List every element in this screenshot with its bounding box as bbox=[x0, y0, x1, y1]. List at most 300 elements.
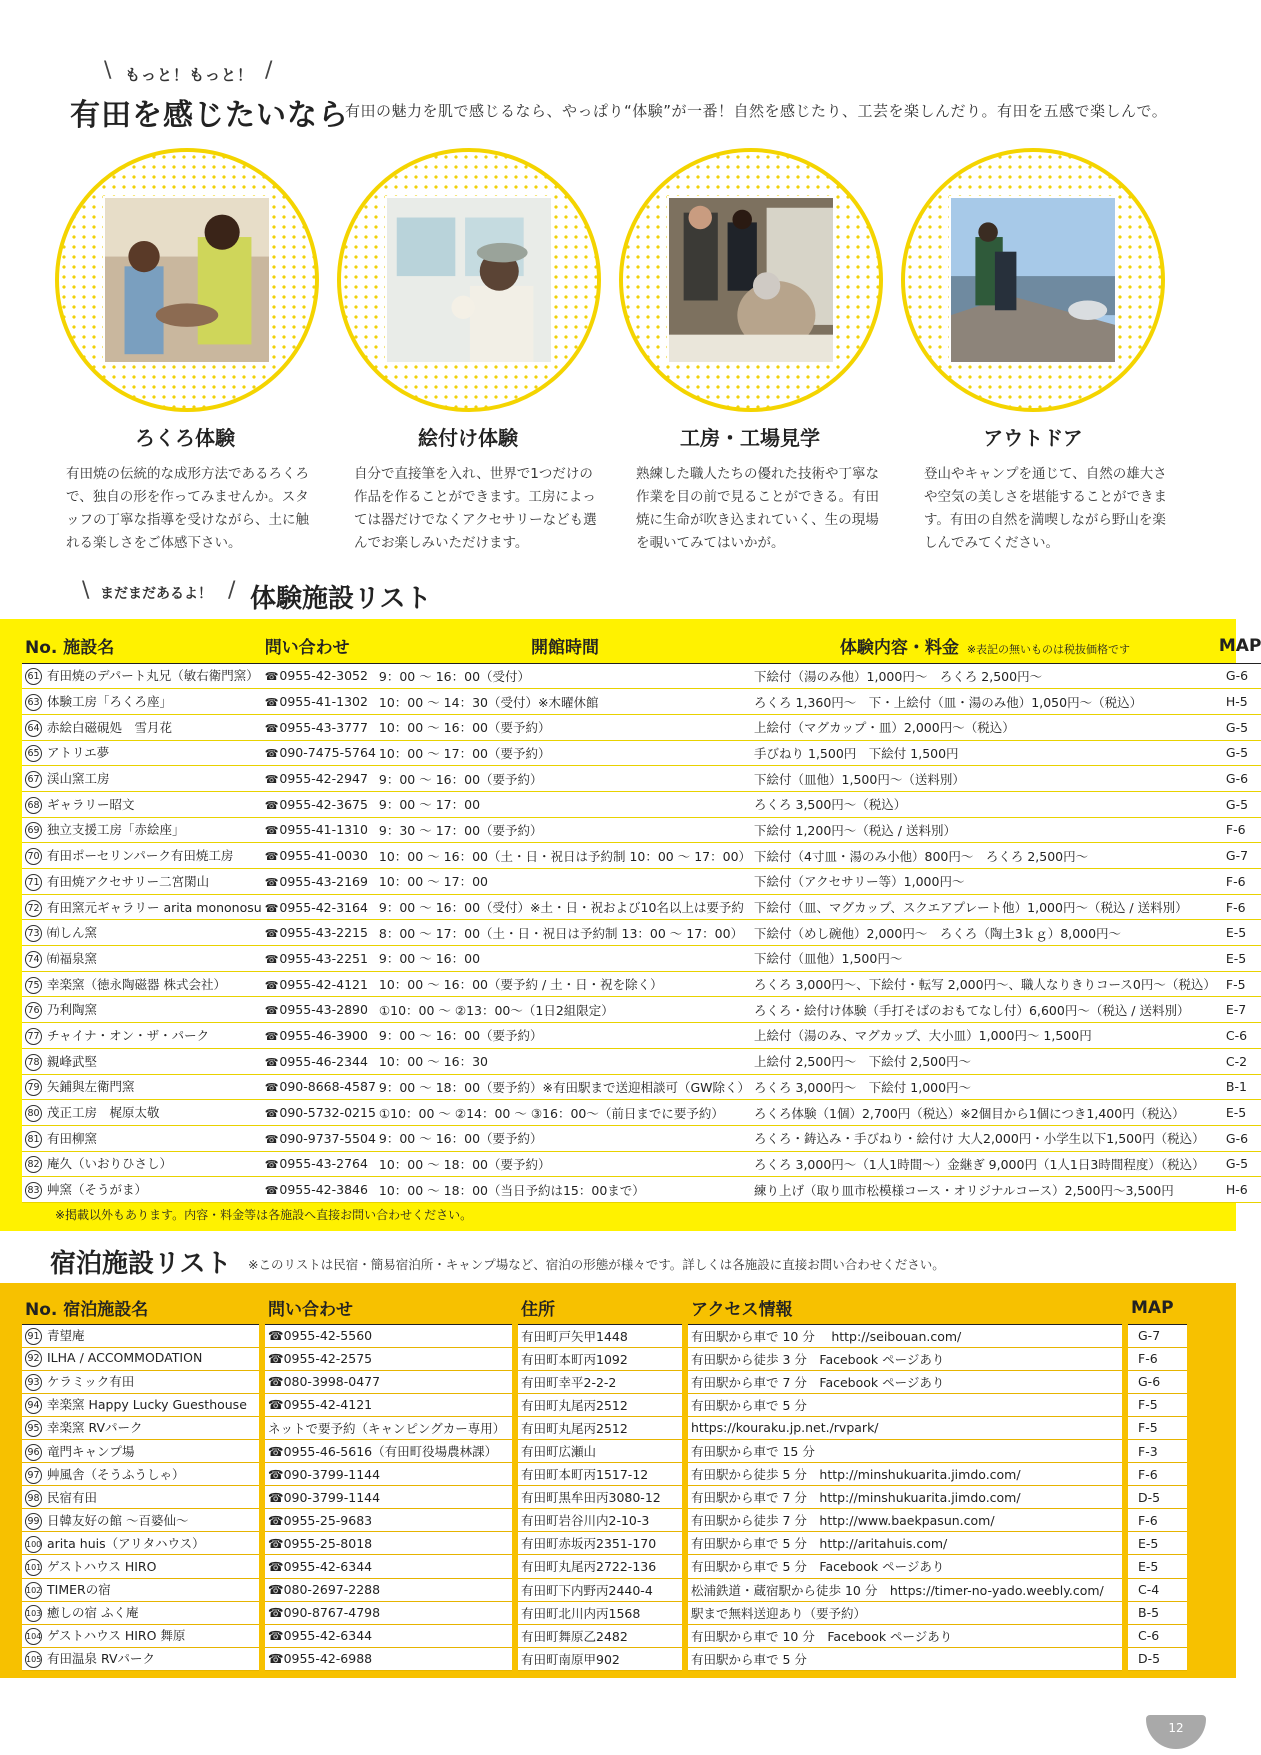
slash-right: / bbox=[265, 58, 273, 83]
facility-name-cell bbox=[22, 1048, 262, 1074]
phone-icon: ☎ bbox=[264, 696, 279, 710]
phone-icon: ☎ bbox=[264, 1158, 279, 1172]
lodging-name: ゲストハウス HIRO 舞原 bbox=[47, 1628, 186, 1644]
lodging-map-cell: E-5 bbox=[1128, 1555, 1187, 1578]
feature-desc-outdoor: 登山やキャンプを通じて、自然の雄大さや空気の美しさを堪能することができます。有田の自然を満喫しながら野山を楽しんでみてください。 bbox=[924, 466, 1167, 551]
row-number: 63 bbox=[25, 694, 42, 711]
content-cell: 下絵付 1,200円～（税込 / 送料別） bbox=[751, 817, 1216, 843]
facility-name: 茂正工房 梶原太敬 bbox=[47, 1105, 160, 1121]
map-cell: G-5 bbox=[1216, 740, 1261, 766]
lodging-map-cell: F-3 bbox=[1128, 1439, 1187, 1462]
tel-cell bbox=[262, 946, 376, 972]
feature-desc-etsuke: 自分で直接筆を入れ、世界で1つだけの作品を作ることができます。工房によっては器だけでなくアクセサリーなども選んでお楽しみいただけます。 bbox=[354, 466, 597, 551]
lodging-name-cell bbox=[22, 1370, 259, 1393]
content-cell: ろくろ 3,000円～、下絵付・転写 2,000円～、職人なりきりコース0円～（税込） bbox=[751, 971, 1216, 997]
col-map: MAP bbox=[1216, 629, 1261, 663]
lodging-row bbox=[22, 1463, 1187, 1486]
hours-cell: 10：00 ～ 17：00（要予約） bbox=[376, 740, 751, 766]
lodging-row bbox=[22, 1324, 1187, 1347]
lodging-map-cell: D-5 bbox=[1128, 1647, 1187, 1670]
phone-icon: ☎ bbox=[264, 952, 279, 966]
row-number: 75 bbox=[25, 977, 42, 994]
facility-name: 独立支援工房「赤絵座」 bbox=[47, 822, 185, 838]
facility-name-cell bbox=[22, 1100, 262, 1126]
tel-number: 0955-43-2169 bbox=[279, 873, 368, 889]
experience-row bbox=[22, 1023, 1261, 1049]
experience-row bbox=[22, 971, 1261, 997]
map-cell: H-5 bbox=[1216, 689, 1261, 715]
row-number: 70 bbox=[25, 848, 42, 865]
experience-row bbox=[22, 817, 1261, 843]
experience-row bbox=[22, 997, 1261, 1023]
facility-name-cell bbox=[22, 689, 262, 715]
content-cell: ろくろ・絵付け体験（手打そばのおもてなし付）6,600円～（税込 / 送料別） bbox=[751, 997, 1216, 1023]
content-cell: 手びねり 1,500円 下絵付 1,500円 bbox=[751, 740, 1216, 766]
lodging-name-cell bbox=[22, 1578, 259, 1601]
tel-number: 0955-43-3777 bbox=[279, 719, 368, 735]
row-number: 95 bbox=[25, 1420, 42, 1437]
row-number: 92 bbox=[25, 1350, 42, 1367]
facility-name: 矢鋪與左衛門窯 bbox=[47, 1079, 135, 1095]
tel-cell bbox=[262, 920, 376, 946]
lodging-address-cell: 有田町戸矢甲1448 bbox=[518, 1324, 682, 1347]
tel-number: 0955-41-1302 bbox=[279, 694, 368, 710]
tel-number: 0955-42-3164 bbox=[279, 899, 368, 915]
lodging-row bbox=[22, 1601, 1187, 1624]
lodging-name-cell bbox=[22, 1393, 259, 1416]
header-tag: もっと！もっと！ bbox=[125, 66, 254, 84]
tel-number: 0955-41-1310 bbox=[279, 822, 368, 838]
facility-name-cell bbox=[22, 1023, 262, 1049]
facility-name: アトリエ夢 bbox=[47, 745, 110, 761]
facility-name: 有田窯元ギャラリー arita mononosu bbox=[47, 899, 262, 915]
row-number: 97 bbox=[25, 1467, 42, 1484]
feature-circle-rokuro bbox=[55, 148, 319, 412]
content-cell: 上絵付（湯のみ、マグカップ、大小皿）1,000円～ 1,500円 bbox=[751, 1023, 1216, 1049]
tel-cell bbox=[262, 1177, 376, 1203]
lodging-address-cell: 有田町赤坂丙2351-170 bbox=[518, 1532, 682, 1555]
lodging-row bbox=[22, 1578, 1187, 1601]
experience-row bbox=[22, 946, 1261, 972]
facility-name-cell bbox=[22, 1125, 262, 1151]
lodging-col-access: アクセス情報 bbox=[688, 1292, 1122, 1324]
tel-cell bbox=[262, 894, 376, 920]
tel-number: 0955-46-2344 bbox=[279, 1053, 368, 1069]
content-cell: 下絵付（皿他）1,500円～（送料別） bbox=[751, 766, 1216, 792]
tel-number: 090-7475-5764 bbox=[279, 745, 376, 761]
lodging-row bbox=[22, 1647, 1187, 1670]
map-cell: E-5 bbox=[1216, 920, 1261, 946]
lodging-address-cell: 有田町舞原乙2482 bbox=[518, 1624, 682, 1647]
row-number: 93 bbox=[25, 1374, 42, 1391]
row-number: 68 bbox=[25, 797, 42, 814]
facility-name-cell bbox=[22, 791, 262, 817]
map-cell: G-6 bbox=[1216, 663, 1261, 689]
facility-name: 体験工房「ろくろ座」 bbox=[47, 694, 173, 710]
facility-name: チャイナ・オン・ザ・パーク bbox=[47, 1027, 210, 1043]
lodging-map-cell: C-6 bbox=[1128, 1624, 1187, 1647]
lodging-address-cell: 有田町下内野丙2440-4 bbox=[518, 1578, 682, 1601]
tel-number: 0955-43-2764 bbox=[279, 1156, 368, 1172]
lodging-name-cell bbox=[22, 1601, 259, 1624]
lodging-col-tel: 問い合わせ bbox=[265, 1292, 512, 1324]
row-number: 65 bbox=[25, 745, 42, 762]
lodging-name-cell bbox=[22, 1555, 259, 1578]
lodging-name: 幸楽窯 Happy Lucky Guesthouse bbox=[47, 1397, 247, 1413]
tel-number: 090-8668-4587 bbox=[279, 1079, 376, 1095]
tel-number: 0955-42-3052 bbox=[279, 668, 368, 684]
lodging-tel-cell: ☎0955-42-2575 bbox=[265, 1347, 512, 1370]
experience-row bbox=[22, 663, 1261, 689]
hours-cell: 10：00 ～ 16：00（要予約） bbox=[376, 714, 751, 740]
phone-icon: ☎ bbox=[264, 824, 279, 838]
lodging-tel-cell: ☎090-3799-1144 bbox=[265, 1463, 512, 1486]
lodging-map-cell: D-5 bbox=[1128, 1486, 1187, 1509]
phone-icon: ☎ bbox=[264, 773, 279, 787]
lodging-name-cell bbox=[22, 1439, 259, 1462]
col-name: No. 施設名 bbox=[22, 629, 262, 663]
hours-cell: 9：00 ～ 17：00 bbox=[376, 791, 751, 817]
row-number: 64 bbox=[25, 720, 42, 737]
lodging-name-cell bbox=[22, 1416, 259, 1439]
hours-cell: 10：00 ～ 17：00 bbox=[376, 869, 751, 895]
lodging-row bbox=[22, 1509, 1187, 1532]
content-cell: ろくろ・鋳込み・手びねり・絵付け 大人2,000円・小学生以下1,500円（税込） bbox=[751, 1125, 1216, 1151]
row-number: 83 bbox=[25, 1182, 42, 1199]
feature-circle-outdoor bbox=[901, 148, 1165, 412]
phone-icon: ☎ bbox=[264, 1132, 279, 1146]
lodging-address-cell: 有田町丸尾丙2722-136 bbox=[518, 1555, 682, 1578]
etsuke-photo bbox=[385, 196, 553, 364]
row-number: 71 bbox=[25, 874, 42, 891]
phone-icon: ☎ bbox=[264, 978, 279, 992]
tel-cell bbox=[262, 791, 376, 817]
experience-table bbox=[22, 629, 1261, 1203]
experience-title: 体験施設リスト bbox=[250, 584, 432, 614]
tel-cell bbox=[262, 1074, 376, 1100]
phone-icon: ☎ bbox=[264, 901, 279, 915]
content-cell: 上絵付（マグカップ・皿）2,000円～（税込） bbox=[751, 714, 1216, 740]
experience-row bbox=[22, 740, 1261, 766]
experience-row bbox=[22, 843, 1261, 869]
hours-cell: 10：00 ～ 14：30（受付）※木曜休館 bbox=[376, 689, 751, 715]
experience-row bbox=[22, 689, 1261, 715]
lodging-row bbox=[22, 1439, 1187, 1462]
col-content bbox=[751, 629, 1216, 663]
col-content-label: 体験内容・料金 bbox=[839, 638, 959, 659]
lodging-name-cell bbox=[22, 1463, 259, 1486]
lodging-row bbox=[22, 1532, 1187, 1555]
lodging-col-name: No. 宿泊施設名 bbox=[22, 1292, 259, 1324]
lodging-access-cell: 有田駅から徒歩 7 分 http://www.baekpasun.com/ bbox=[688, 1509, 1122, 1532]
lodging-access-cell: 有田駅から車で 10 分 http://seibouan.com/ bbox=[688, 1324, 1122, 1347]
map-cell: F-6 bbox=[1216, 894, 1261, 920]
map-cell: F-5 bbox=[1216, 971, 1261, 997]
hours-cell: 9：00 ～ 16：00（要予約） bbox=[376, 1023, 751, 1049]
hours-cell: 10：00 ～ 16：30 bbox=[376, 1048, 751, 1074]
feature-title-outdoor: アウトドア bbox=[983, 426, 1083, 450]
row-number: 78 bbox=[25, 1054, 42, 1071]
map-cell: C-2 bbox=[1216, 1048, 1261, 1074]
tel-cell bbox=[262, 971, 376, 997]
lodging-address-cell: 有田町北川内丙1568 bbox=[518, 1601, 682, 1624]
lodging-row bbox=[22, 1347, 1187, 1370]
facility-name-cell bbox=[22, 894, 262, 920]
experience-row bbox=[22, 1125, 1261, 1151]
map-cell: G-5 bbox=[1216, 714, 1261, 740]
tel-cell bbox=[262, 817, 376, 843]
tel-cell bbox=[262, 766, 376, 792]
tel-cell bbox=[262, 869, 376, 895]
lodging-name-cell bbox=[22, 1324, 259, 1347]
hours-cell: 10：00 ～ 18：00（要予約） bbox=[376, 1151, 751, 1177]
map-cell: C-6 bbox=[1216, 1023, 1261, 1049]
experience-row bbox=[22, 894, 1261, 920]
feature-circle-etsuke bbox=[337, 148, 601, 412]
content-cell: 下絵付（4寸皿・湯のみ小他）800円～ ろくろ 2,500円～ bbox=[751, 843, 1216, 869]
lodging-map-cell: B-5 bbox=[1128, 1601, 1187, 1624]
tel-number: 0955-43-2251 bbox=[279, 950, 368, 966]
outdoor-photo bbox=[949, 196, 1117, 364]
kobo-photo bbox=[667, 196, 835, 364]
lodging-tel-cell: ☎0955-42-6988 bbox=[265, 1647, 512, 1670]
phone-icon: ☎ bbox=[264, 721, 279, 735]
hours-cell: 9：00 ～ 16：00 bbox=[376, 946, 751, 972]
phone-icon: ☎ bbox=[264, 1055, 279, 1069]
hours-cell: ①10：00 ～ ②13：00～（1日2組限定） bbox=[376, 997, 751, 1023]
tel-cell bbox=[262, 1023, 376, 1049]
col-content-note: ※表記の無いものは税抜価格です bbox=[966, 643, 1131, 657]
tel-number: 0955-42-4121 bbox=[279, 976, 368, 992]
phone-icon: ☎ bbox=[264, 875, 279, 889]
phone-icon: ☎ bbox=[264, 747, 279, 761]
lodging-tel-cell: ☎0955-42-5560 bbox=[265, 1324, 512, 1347]
col-tel: 問い合わせ bbox=[262, 629, 376, 663]
lodging-row bbox=[22, 1393, 1187, 1416]
row-number: 103 bbox=[25, 1605, 42, 1622]
lodging-address-cell: 有田町広瀬山 bbox=[518, 1439, 682, 1462]
tel-cell bbox=[262, 1151, 376, 1177]
facility-name: 有田ポーセリンパーク有田焼工房 bbox=[47, 848, 234, 864]
lodging-tel-cell: ☎0955-46-5616（有田町役場農林課） bbox=[265, 1439, 512, 1462]
feature-circle-kobo bbox=[619, 148, 883, 412]
phone-icon: ☎ bbox=[264, 1004, 279, 1018]
lodging-name: ケラミック有田 bbox=[47, 1374, 135, 1390]
lodging-access-cell: 有田駅から車で 15 分 bbox=[688, 1439, 1122, 1462]
lodging-map-cell: G-6 bbox=[1128, 1370, 1187, 1393]
tel-number: 0955-46-3900 bbox=[279, 1027, 368, 1043]
facility-name: 渓山窯工房 bbox=[47, 771, 110, 787]
tel-number: 090-9737-5504 bbox=[279, 1130, 376, 1146]
row-number: 101 bbox=[25, 1559, 42, 1576]
content-cell: 上絵付 2,500円～ 下絵付 2,500円～ bbox=[751, 1048, 1216, 1074]
facility-name-cell bbox=[22, 766, 262, 792]
facility-name-cell bbox=[22, 1074, 262, 1100]
facility-name: 有田焼のデパート丸兄（敏右衛門窯） bbox=[47, 668, 259, 684]
lodging-map-cell: F-5 bbox=[1128, 1416, 1187, 1439]
lodging-name-cell bbox=[22, 1532, 259, 1555]
facility-name: ㈲福泉窯 bbox=[47, 950, 98, 966]
lodging-map-cell: C-4 bbox=[1128, 1578, 1187, 1601]
lodging-map-cell: F-6 bbox=[1128, 1463, 1187, 1486]
content-cell: ろくろ 1,360円～ 下・上絵付（皿・湯のみ他）1,050円～（税込） bbox=[751, 689, 1216, 715]
lodging-tel-cell: ☎0955-42-6344 bbox=[265, 1555, 512, 1578]
lodging-name: 幸楽窯 RVパーク bbox=[47, 1420, 143, 1436]
lodging-access-cell: 駅まで無料送迎あり（要予約） bbox=[688, 1601, 1122, 1624]
lodging-address-cell: 有田町黒牟田丙3080-12 bbox=[518, 1486, 682, 1509]
lodging-tel-cell: ☎090-8767-4798 bbox=[265, 1601, 512, 1624]
exp-slash-left: \ bbox=[82, 578, 90, 603]
lodging-name: 日韓友好の館 ～百婆仙～ bbox=[47, 1512, 189, 1528]
facility-name: 有田焼アクセサリー二宮閑山 bbox=[47, 873, 210, 889]
content-cell: 練り上げ（取り皿市松模様コース・オリジナルコース）2,500円～3,500円 bbox=[751, 1177, 1216, 1203]
map-cell: E-7 bbox=[1216, 997, 1261, 1023]
lodging-access-cell: 有田駅から車で 5 分 bbox=[688, 1393, 1122, 1416]
row-number: 98 bbox=[25, 1490, 42, 1507]
facility-name-cell bbox=[22, 740, 262, 766]
tel-cell bbox=[262, 997, 376, 1023]
row-number: 69 bbox=[25, 822, 42, 839]
facility-name: 乃利陶窯 bbox=[47, 1002, 98, 1018]
lodging-name-cell bbox=[22, 1647, 259, 1670]
lodging-name: 癒しの宿 ふく庵 bbox=[47, 1605, 139, 1621]
experience-row bbox=[22, 1074, 1261, 1100]
phone-icon: ☎ bbox=[264, 927, 279, 941]
experience-row bbox=[22, 1048, 1261, 1074]
tel-number: 0955-42-3675 bbox=[279, 796, 368, 812]
row-number: 80 bbox=[25, 1105, 42, 1122]
map-cell: G-5 bbox=[1216, 791, 1261, 817]
map-cell: G-6 bbox=[1216, 1125, 1261, 1151]
lodging-name: 有田温泉 RVパーク bbox=[47, 1651, 156, 1667]
content-cell: 下絵付（湯のみ他）1,000円～ ろくろ 2,500円～ bbox=[751, 663, 1216, 689]
lodging-tel-cell: ネットで要予約（キャンピングカー専用） bbox=[265, 1416, 512, 1439]
lodging-tel-cell: ☎080-2697-2288 bbox=[265, 1578, 512, 1601]
row-number: 67 bbox=[25, 771, 42, 788]
phone-icon: ☎ bbox=[264, 1029, 279, 1043]
feature-desc-kobo: 熟練した職人たちの優れた技術や丁寧な作業を目の前で見ることができる。有田焼に生命が吹き込まれていく、生の現場を覗いてみてはいかが。 bbox=[636, 466, 879, 551]
intro-text: 有田の魅力を肌で感じるなら、やっぱり“体験”が一番！自然を感じたり、工芸を楽しんだり。有田を五感で楽しんで。 bbox=[345, 102, 1168, 120]
experience-row bbox=[22, 1177, 1261, 1203]
map-cell: E-5 bbox=[1216, 1100, 1261, 1126]
hours-cell: 8：00 ～ 17：00（土・日・祝日は予約制 13：00 ～ 17：00） bbox=[376, 920, 751, 946]
tel-cell bbox=[262, 1048, 376, 1074]
tel-number: 090-5732-0215 bbox=[279, 1105, 376, 1121]
lodging-access-cell: 有田駅から車で 7 分 http://minshukuarita.jimdo.com/ bbox=[688, 1486, 1122, 1509]
experience-row bbox=[22, 714, 1261, 740]
tel-cell bbox=[262, 689, 376, 715]
hours-cell: 9：00 ～ 18：00（要予約）※有田駅まで送迎相談可（GW除く） bbox=[376, 1074, 751, 1100]
facility-name-cell bbox=[22, 663, 262, 689]
content-cell: 下絵付（めし碗他）2,000円～ ろくろ（陶土3ｋｇ）8,000円～ bbox=[751, 920, 1216, 946]
lodging-name: 民宿有田 bbox=[47, 1489, 98, 1505]
phone-icon: ☎ bbox=[264, 850, 279, 864]
row-number: 100 bbox=[25, 1536, 42, 1553]
tel-cell bbox=[262, 714, 376, 740]
tel-number: 0955-41-0030 bbox=[279, 848, 368, 864]
lodging-name-cell bbox=[22, 1624, 259, 1647]
experience-row bbox=[22, 1100, 1261, 1126]
facility-name-cell bbox=[22, 1177, 262, 1203]
tel-number: 0955-42-2947 bbox=[279, 771, 368, 787]
lodging-tel-cell: ☎090-3799-1144 bbox=[265, 1486, 512, 1509]
lodging-access-cell: 有田駅から徒歩 5 分 http://minshukuarita.jimdo.com/ bbox=[688, 1463, 1122, 1486]
row-number: 82 bbox=[25, 1156, 42, 1173]
hours-cell: 9：00 ～ 16：00（受付）※土・日・祝および10名以上は要予約 bbox=[376, 894, 751, 920]
lodging-row bbox=[22, 1370, 1187, 1393]
lodging-name-cell bbox=[22, 1509, 259, 1532]
lodging-name: ゲストハウス HIRO bbox=[47, 1558, 157, 1574]
lodging-row bbox=[22, 1555, 1187, 1578]
experience-row bbox=[22, 869, 1261, 895]
lodging-row bbox=[22, 1486, 1187, 1509]
lodging-access-cell: 有田駅から車で 7 分 Facebook ページあり bbox=[688, 1370, 1122, 1393]
lodging-tel-cell: ☎0955-42-4121 bbox=[265, 1393, 512, 1416]
hours-cell: 9：00 ～ 16：00（要予約） bbox=[376, 766, 751, 792]
experience-row bbox=[22, 920, 1261, 946]
lodging-address-cell: 有田町本町丙1517-12 bbox=[518, 1463, 682, 1486]
map-cell: E-5 bbox=[1216, 946, 1261, 972]
lodging-note: ※このリストは民宿・簡易宿泊所・キャンプ場など、宿泊の形態が様々です。詳しくは各施設に直接お問い合わせください。 bbox=[248, 1257, 945, 1272]
phone-icon: ☎ bbox=[264, 670, 279, 684]
lodging-address-cell: 有田町丸尾丙2512 bbox=[518, 1416, 682, 1439]
lodging-map-cell: G-7 bbox=[1128, 1324, 1187, 1347]
lodging-header-row bbox=[22, 1292, 1187, 1324]
facility-name-cell bbox=[22, 817, 262, 843]
lodging-map-cell: F-6 bbox=[1128, 1509, 1187, 1532]
row-number: 94 bbox=[25, 1397, 42, 1414]
hours-cell: 9：00 ～ 16：00（受付） bbox=[376, 663, 751, 689]
tel-cell bbox=[262, 740, 376, 766]
tel-number: 0955-42-3846 bbox=[279, 1182, 368, 1198]
row-number: 61 bbox=[25, 668, 42, 685]
facility-name-cell bbox=[22, 946, 262, 972]
lodging-tel-cell: ☎0955-42-6344 bbox=[265, 1624, 512, 1647]
lodging-col-address: 住所 bbox=[518, 1292, 682, 1324]
feature-title-rokuro: ろくろ体験 bbox=[135, 426, 235, 450]
lodging-address-cell: 有田町幸平2-2-2 bbox=[518, 1370, 682, 1393]
lodging-map-cell: E-5 bbox=[1128, 1532, 1187, 1555]
lodging-name: 竜門キャンプ場 bbox=[47, 1443, 135, 1459]
tel-cell bbox=[262, 1100, 376, 1126]
content-cell: 下絵付（皿他）1,500円～ bbox=[751, 946, 1216, 972]
content-cell: ろくろ 3,500円～（税込） bbox=[751, 791, 1216, 817]
facility-name: 庵久（いおりひさし） bbox=[47, 1156, 173, 1172]
facility-name-cell bbox=[22, 971, 262, 997]
row-number: 91 bbox=[25, 1328, 42, 1345]
exp-slash-right: / bbox=[228, 578, 236, 603]
col-hours: 開館時間 bbox=[376, 629, 751, 663]
facility-name-cell bbox=[22, 920, 262, 946]
facility-name: ㈲しん窯 bbox=[47, 925, 98, 941]
facility-name: 艸窯（そうがま） bbox=[47, 1182, 148, 1198]
experience-row bbox=[22, 766, 1261, 792]
feature-desc-rokuro: 有田焼の伝統的な成形方法であるろくろで、独自の形を作ってみませんか。スタッフの丁寧な指導を受けながら、土に触れる楽しさをご体感下さい。 bbox=[66, 466, 309, 551]
slash-left: \ bbox=[104, 58, 112, 83]
phone-icon: ☎ bbox=[264, 1107, 279, 1121]
lodging-address-cell: 有田町岩谷川内2-10-3 bbox=[518, 1509, 682, 1532]
lodging-address-cell: 有田町丸尾丙2512 bbox=[518, 1393, 682, 1416]
facility-name: ギャラリー昭文 bbox=[47, 796, 135, 812]
page-number: 12 bbox=[1146, 1715, 1206, 1749]
rokuro-photo bbox=[103, 196, 271, 364]
feature-title-kobo: 工房・工場見学 bbox=[680, 426, 820, 450]
experience-row bbox=[22, 1151, 1261, 1177]
facility-name: 幸楽窯（徳永陶磁器 株式会社） bbox=[47, 976, 226, 992]
map-cell: G-7 bbox=[1216, 843, 1261, 869]
lodging-tel-cell: ☎080-3998-0477 bbox=[265, 1370, 512, 1393]
content-cell: 下絵付（皿、マグカップ、スクエアプレート他）1,000円～（税込 / 送料別） bbox=[751, 894, 1216, 920]
